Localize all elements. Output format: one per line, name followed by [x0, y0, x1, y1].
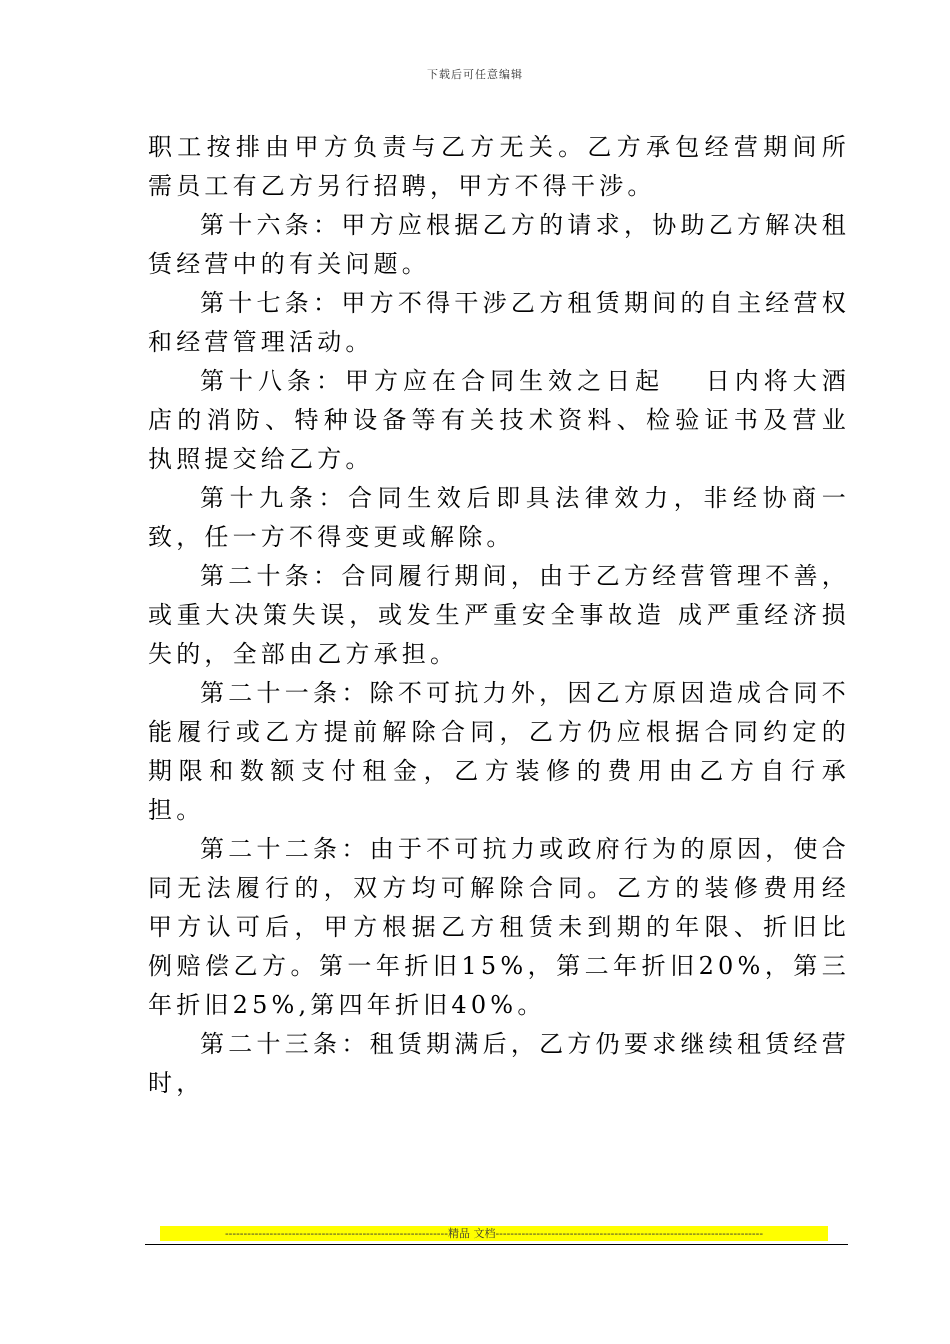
footer-divider: [145, 1244, 848, 1245]
page-header: 下载后可任意编辑: [427, 68, 523, 81]
document-body: [148, 128, 850, 1103]
paragraph-article-22: 第二十二条：由于不可抗力或政府行为的原因，使合同无法履行的，双方均可解除合同。乙方的装修费用经甲方认可后，甲方根据乙方租赁未到期的年限、折旧比例赔偿乙方。第一年折旧15%，第二年折旧20%，第三年折旧25%,第四年折旧40%。: [148, 835, 850, 1019]
paragraph-article-19: 第十九条：合同生效后即具法律效力，非经协商一致，任一方不得变更或解除。: [148, 484, 850, 551]
paragraph-0: 职工按排由甲方负责与乙方无关。乙方承包经营期间所需员工有乙方另行招聘，甲方不得干涉。: [148, 133, 850, 200]
paragraph-article-18: 第十八条：甲方应在合同生效之日起 日内将大酒店的消防、特种设备等有关技术资料、检验证书及营业执照提交给乙方。: [148, 367, 850, 473]
paragraph-article-16: 第十六条：甲方应根据乙方的请求，协助乙方解决租赁经营中的有关问题。: [148, 211, 850, 278]
footer-banner: ------------------------------------------------------------精品 文档------------------------------------------------------------------------: [160, 1226, 828, 1241]
paragraph-article-21: 第二十一条：除不可抗力外，因乙方原因造成合同不能履行或乙方提前解除合同，乙方仍应根据合同约定的期限和数额支付租金，乙方装修的费用由乙方自行承担。: [148, 679, 850, 824]
paragraph-article-17: 第十七条：甲方不得干涉乙方租赁期间的自主经营权和经营管理活动。: [148, 289, 850, 356]
paragraph-article-23: 第二十三条：租赁期满后，乙方仍要求继续租赁经营时，: [148, 1030, 850, 1097]
paragraph-article-20: 第二十条：合同履行期间，由于乙方经营管理不善，或重大决策失误，或发生严重安全事故造 成严重经济损失的，全部由乙方承担。: [148, 562, 850, 668]
